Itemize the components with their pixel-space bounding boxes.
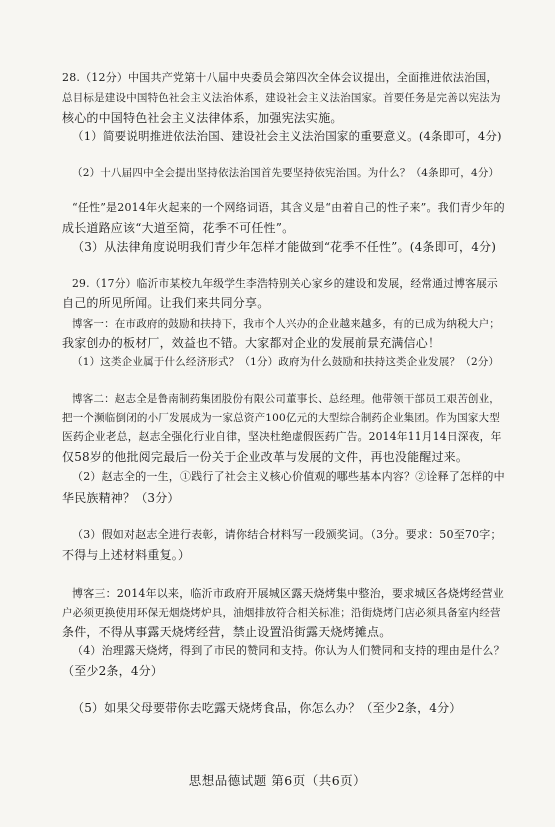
q29-blog1-line-1: 博客一：在市政府的鼓励和扶持下，我市个人兴办的企业越来越多，有的已成为纳税大户； — [72, 318, 500, 330]
q29-question-5: （5）如果父母要带你去吃露天烧烤食品，你怎么办？（至少2条，4分） — [72, 701, 462, 715]
q29-question-3-line-1: （3）假如对赵志全进行表彰，请你结合材料写一段颁奖词。（3分。要求：50至70字； — [72, 528, 502, 541]
q29-question-2-line-1: （2）赵志全的一生，①践行了社会主义核心价值观的哪些基本内容？②诠释了怎样的中 — [72, 470, 505, 483]
q29-intro-line-1: 29.（17分）临沂市某校九年级学生李浩特别关心家乡的建设和发展，经常通过博客展示 — [72, 277, 498, 290]
q29-question-2-line-2: 华民族精神？（3分） — [62, 491, 180, 505]
q29-blog3-line-1: 博客三：2014年以来，临沂市政府开展城区露天烧烤集中整治，要求城区各烧烤经营业 — [72, 587, 504, 600]
q29-question-4-line-2: （至少2条，4分） — [62, 664, 164, 678]
q29-blog3-line-3: 条件，不得从事露天烧烤经营，禁止设置沿街露天烧烤摊点。 — [62, 625, 392, 639]
q29-blog2-line-3: 医药企业老总，赵志全强化行业自律，坚决杜绝虚假医药广告。2014年11月14日深夜，年 — [62, 430, 502, 443]
q29-blog2-line-2: 把一个濒临倒闭的小厂发展成为一家总资产100亿元的大型综合制药企业集团。作为国家大型 — [62, 412, 500, 424]
q29-blog2-line-4: 仅58岁的他批阅完最后一份关于企业改革与发展的文件，再也没能醒过来。 — [62, 450, 469, 464]
q28-question-2: （2）十八届四中全会提出坚持依法治国首先要坚持依宪治国。为什么？（4条即可，4分） — [72, 167, 500, 179]
q28-intro-line-3: 核心的中国特色社会主义法律体系，加强宪法实施。 — [62, 111, 343, 125]
q28-question-1: （1）简要说明推进依法治国、建设社会主义法治国家的重要意义。(4条即可，4分) — [72, 129, 502, 143]
q29-question-4-line-1: （4）治理露天烧烤，得到了市民的赞同和支持。你认为人们赞同和支持的理由是什么？ — [72, 644, 505, 657]
q28-intro-line-1: 28.（12分）中国共产党第十八届中央委员会第四次全体会议提出，全面推进依法治国， — [62, 71, 498, 84]
q29-blog3-line-2: 户必须更换使用环保无烟烧烤炉具，油烟排放符合相关标准；沿街烧烤门店必须具备室内经营 — [62, 607, 501, 619]
q28-material-line-2: 成长道路应该“大道至简，花季不可任性”。 — [62, 221, 295, 235]
q28-question-3: （3）从法律角度说明我们青少年怎样才能做到“花季不任性”。(4条即可，4分) — [72, 240, 497, 254]
q29-question-3-line-2: 不得与上述材料重复。） — [62, 548, 191, 562]
q28-material-line-1: “任性”是2014年火起来的一个网络词语，其含义是“由着自己的性子来”。我们青少年的 — [72, 201, 505, 214]
q29-intro-line-2: 自己的所见所闻。让我们来共同分享。 — [62, 296, 270, 310]
q29-question-1: （1）这类企业属于什么经济形式？（1分）政府为什么鼓励和扶持这类企业发展？（2分） — [72, 356, 500, 368]
page-footer: 思想品德试题 第6页（共6页） — [188, 773, 367, 788]
q29-blog1-line-2: 我家创办的板材厂，效益也不错。大家都对企业的发展前景充满信心！ — [62, 336, 441, 350]
q28-intro-line-2: 总目标是建设中国特色社会主义法治体系，建设社会主义法治国家。首要任务是完善以宪法为 — [62, 92, 501, 104]
q29-blog2-line-1: 博客二：赵志全是鲁南制药集团股份有限公司董事长、总经理。他带领干部员工艰苦创业， — [72, 393, 500, 405]
